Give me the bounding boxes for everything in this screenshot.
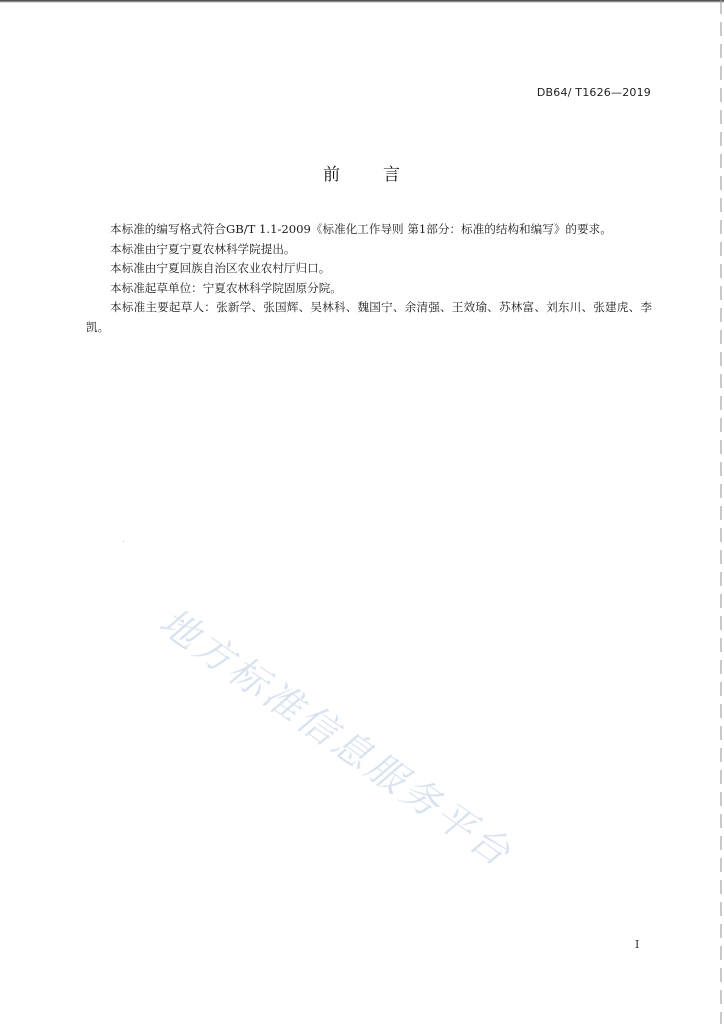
title-char-2: 言 <box>383 165 401 185</box>
paragraph-drafters: 本标准主要起草人：张新学、张国辉、吴林科、魏国宁、余清强、王效瑜、苏林富、刘东川、张建虎、李凯。 <box>86 300 652 334</box>
title-char-1: 前 <box>323 165 341 185</box>
page-number: I <box>635 938 640 951</box>
paragraph-drafting-unit: 本标准起草单位：宁夏农林科学院固原分院。 <box>110 280 342 295</box>
paragraph-proposer: 本标准由宁夏宁夏农林科学院提出。 <box>110 241 296 256</box>
page-title <box>0 160 724 185</box>
document-code: DB64/ T1626—2019 <box>536 86 651 99</box>
foreword-body <box>86 220 652 337</box>
watermark-text: 地方标准信息服务平台 <box>151 599 521 877</box>
scan-speck <box>123 541 124 542</box>
scan-top-border <box>0 0 724 3</box>
scan-right-edge <box>720 0 722 1024</box>
paragraph-administrator: 本标准由宁夏回族自治区农业农村厅归口。 <box>110 261 331 275</box>
paragraph-format: 本标准的编写格式符合GB/T 1.1-2009《标准化工作导则 第1部分：标准的结构和编写》的要求。 <box>110 222 612 236</box>
